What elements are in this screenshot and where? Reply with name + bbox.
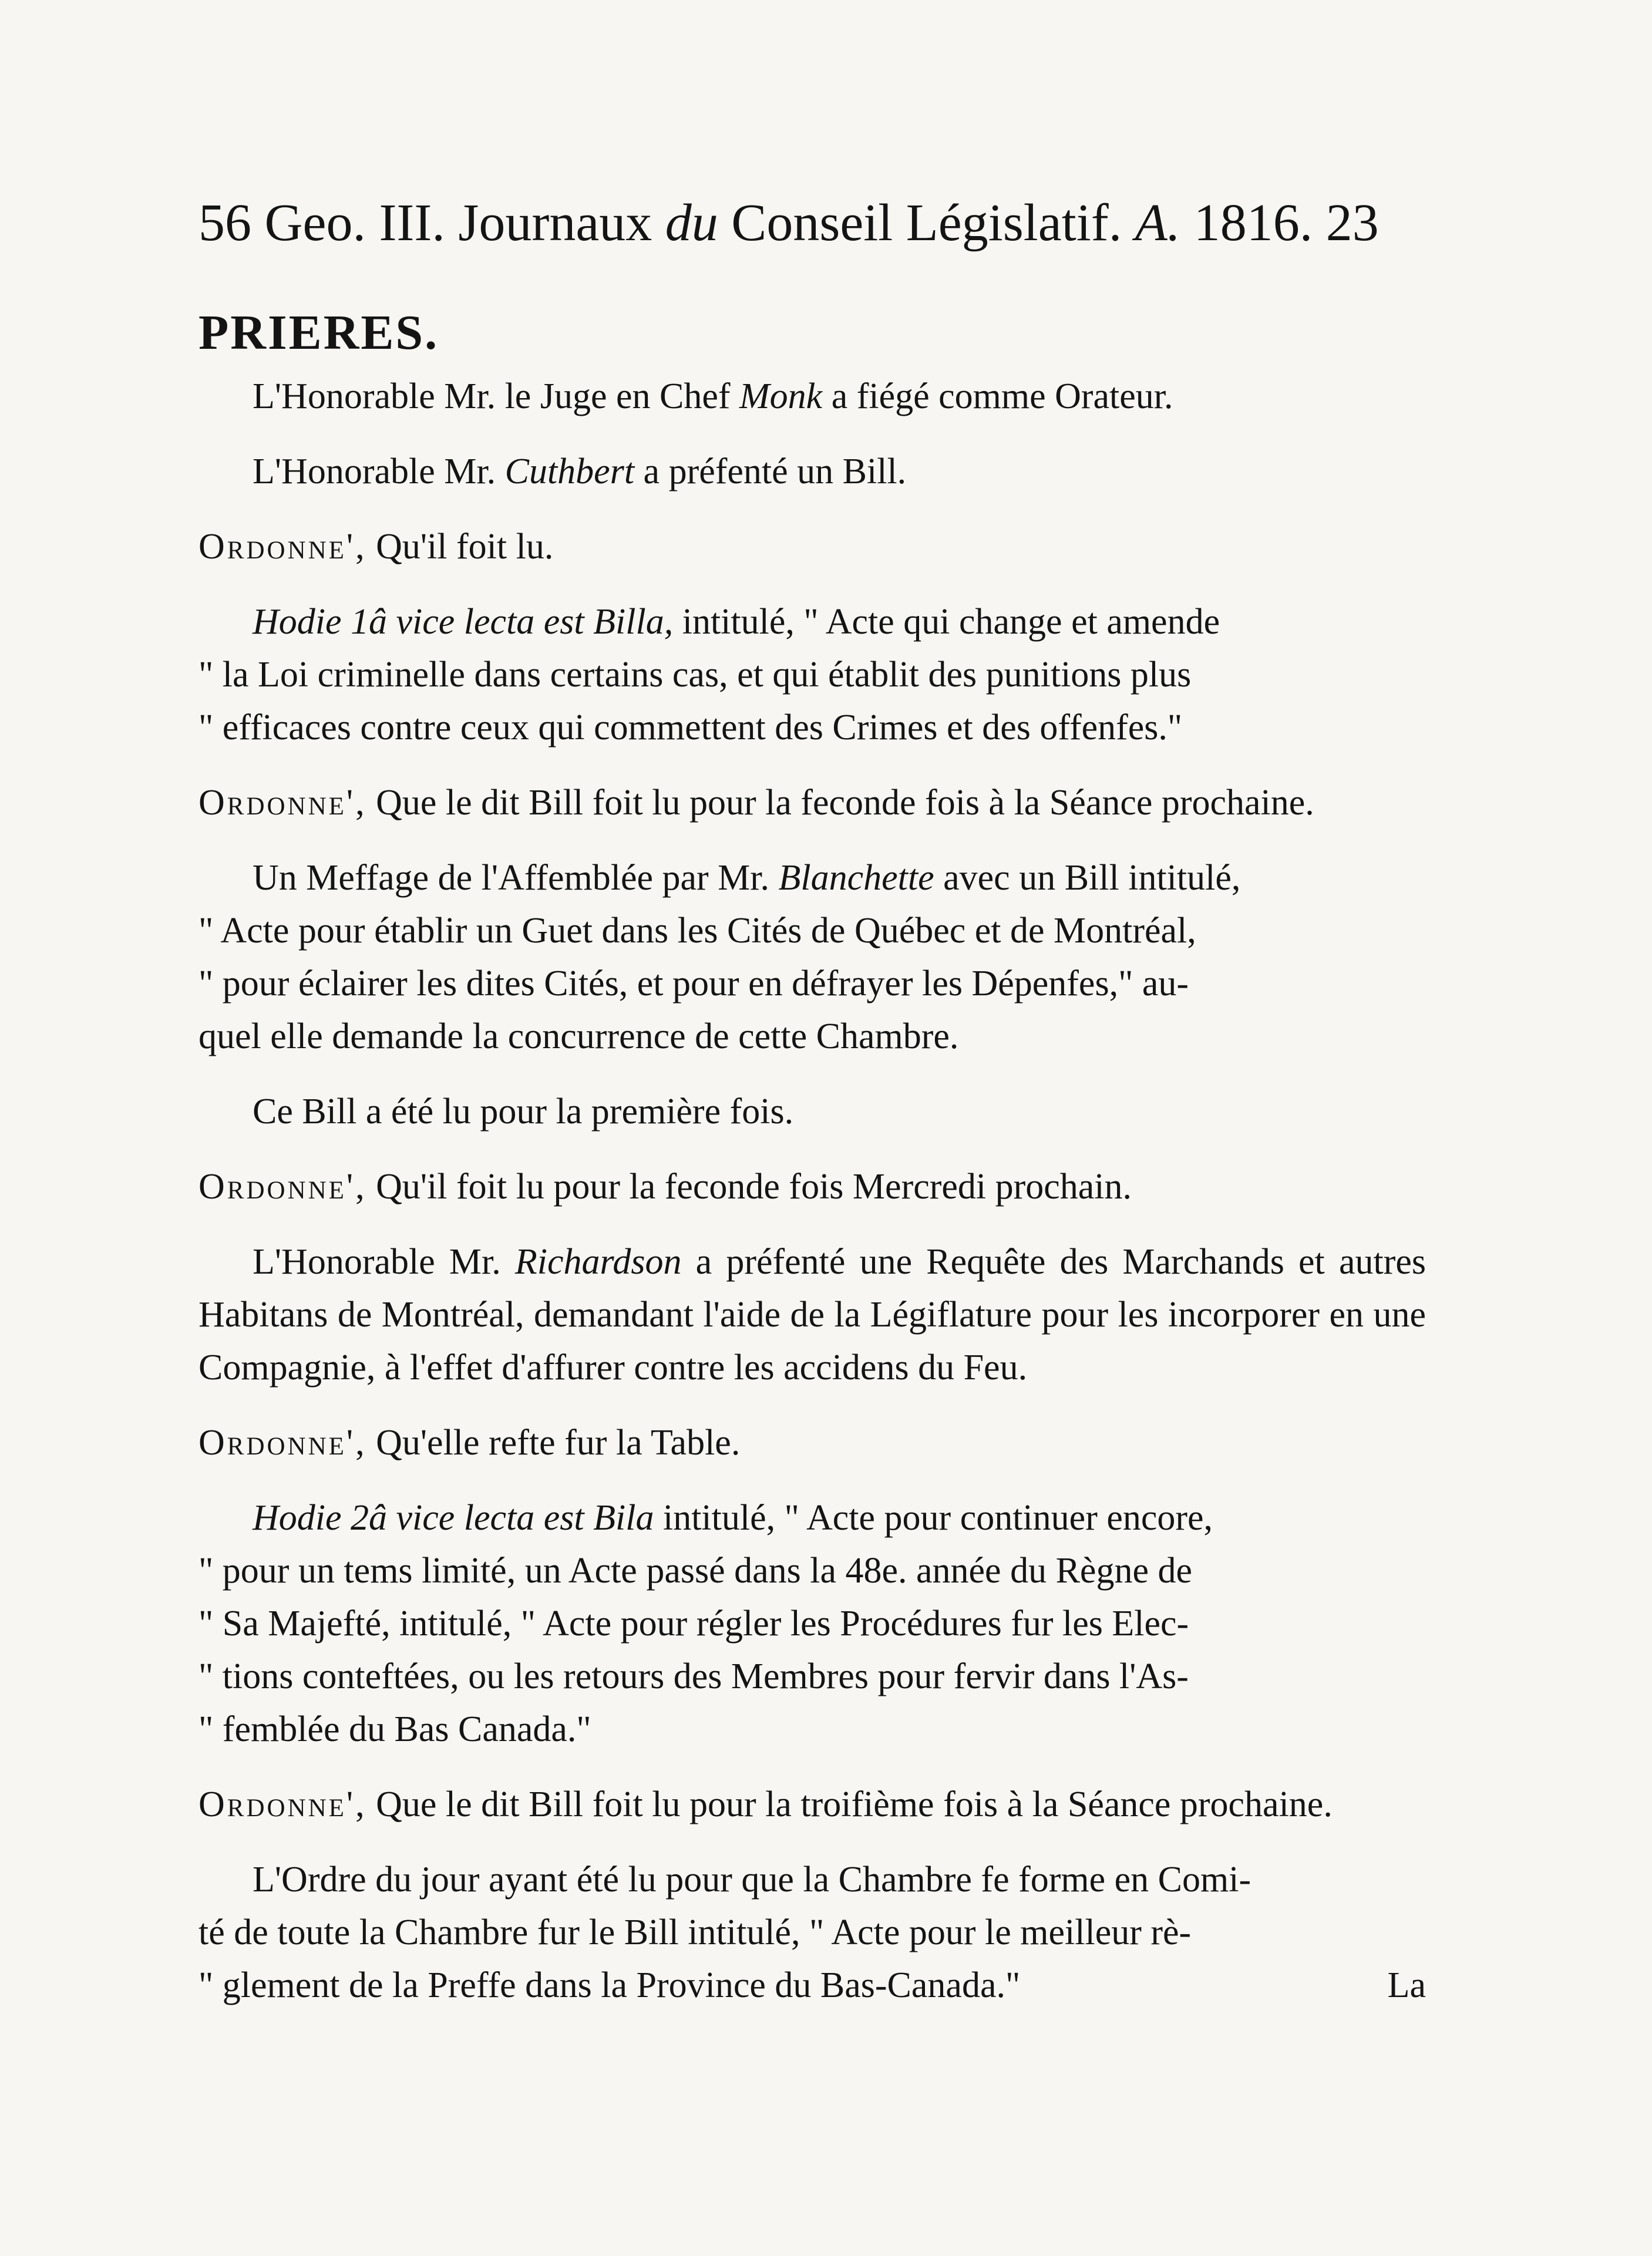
- text-span: intitulé, " Acte qui change et amende: [673, 602, 1220, 642]
- text-line: té de toute la Chambre fur le Bill intitulé, " Acte pour le meilleur rè-: [198, 1912, 1192, 1952]
- paragraph-speaker: [198, 370, 1426, 423]
- catchword: La: [1387, 1965, 1426, 2005]
- text-span: Que le dit Bill foit lu pour la feconde fois à la Séance prochaine.: [366, 783, 1314, 823]
- section-heading: PRIERES.: [198, 305, 439, 360]
- text-line: " pour un tems limité, un Acte passé dans la 48e. année du Règne de: [198, 1551, 1192, 1591]
- text-line: quel elle demande la concurrence de cette Chambre.: [198, 1016, 959, 1056]
- text-line: " Sa Majefté, intitulé, " Acte pour régler les Procédures fur les Elec-: [198, 1604, 1189, 1644]
- text-span: a fiégé comme Orateur.: [822, 376, 1173, 416]
- header-right: 1816. 23: [1193, 194, 1379, 252]
- paragraph-order-of-day: [198, 1853, 1426, 2012]
- text-span: avec un Bill intitulé,: [934, 858, 1241, 898]
- order-label: Ordonne',: [198, 1167, 367, 1207]
- paragraph-read-first: Ce Bill a été lu pour la première fois.: [253, 1092, 794, 1132]
- order-paragraph: [198, 1160, 1426, 1213]
- text-span: Un Meffage de l'Affemblée par Mr.: [253, 858, 779, 898]
- header-left: 56 Geo. III. Journaux: [198, 194, 652, 252]
- text-line: " efficaces contre ceux qui commettent des Crimes et des offenfes.": [198, 708, 1183, 747]
- text-span: Qu'il foit lu.: [366, 527, 554, 567]
- paragraph-second-reading: [198, 1491, 1426, 1756]
- journal-body: [198, 370, 1426, 2034]
- paragraph-first-reading: [198, 595, 1426, 754]
- paragraph-petition: [198, 1235, 1426, 1394]
- text-line: [198, 851, 1426, 904]
- name-cuthbert: Cuthbert: [504, 452, 635, 491]
- header-a: A.: [1135, 194, 1181, 252]
- order-paragraph: [198, 776, 1426, 829]
- paragraph-bill-presented: [198, 445, 1426, 498]
- paragraph-message: [198, 851, 1426, 1063]
- text-line: [198, 1491, 1426, 1544]
- order-label: Ordonne',: [198, 783, 367, 823]
- text-line: " Acte pour établir un Guet dans les Cités de Québec et de Montréal,: [198, 911, 1196, 951]
- text-line: " la Loi criminelle dans certains cas, et qui établit des punitions plus: [198, 655, 1192, 695]
- running-header: [198, 191, 1432, 255]
- order-paragraph: [198, 1778, 1426, 1831]
- latin-phrase: Hodie 2â vice lecta est Bila: [253, 1498, 654, 1538]
- text-span: Qu'il foit lu pour la feconde fois Mercredi prochain.: [366, 1167, 1132, 1207]
- text-line: " tions conteftées, ou les retours des Membres pour fervir dans l'As-: [198, 1656, 1189, 1696]
- latin-phrase: Hodie 1â vice lecta est Billa,: [253, 602, 674, 642]
- order-label: Ordonne',: [198, 527, 367, 567]
- order-label: Ordonne',: [198, 1784, 367, 1824]
- name-monk: Monk: [739, 376, 823, 416]
- text-span: " glement de la Preffe dans la Province du Bas-Canada.": [198, 1965, 1021, 2005]
- text-span: L'Honorable Mr.: [253, 452, 505, 491]
- text-line: [198, 1959, 1426, 2012]
- text-span: a préfenté une Requête des Marchands et autres Habitans de Montréal, demandant l'aide de la Légiflature pour les incorporer en une Compagnie, à l'effet d'affurer contre les accidens du Feu.: [198, 1242, 1426, 1388]
- name-richardson: Richardson: [514, 1242, 682, 1282]
- header-middle: Conseil Législatif.: [731, 194, 1122, 252]
- text-span: Que le dit Bill foit lu pour la troifième fois à la Séance prochaine.: [366, 1784, 1333, 1824]
- header-du: du: [665, 194, 718, 252]
- text-span: Qu'elle refte fur la Table.: [366, 1423, 741, 1463]
- text-line: " femblée du Bas Canada.": [198, 1709, 591, 1749]
- text-line: [198, 595, 1426, 648]
- order-paragraph: [198, 1416, 1426, 1469]
- text-span: L'Honorable Mr. le Juge en Chef: [253, 376, 740, 416]
- order-label: Ordonne',: [198, 1423, 367, 1463]
- text-span: L'Honorable Mr.: [253, 1242, 515, 1282]
- text-line: L'Ordre du jour ayant été lu pour que la Chambre fe forme en Comi-: [253, 1860, 1251, 1900]
- text-span: intitulé, " Acte pour continuer encore,: [654, 1498, 1213, 1538]
- text-line: " pour éclairer les dites Cités, et pour en défrayer les Dépenfes," au-: [198, 964, 1189, 1004]
- text-span: a préfenté un Bill.: [634, 452, 907, 491]
- name-blanchette: Blanchette: [778, 858, 934, 898]
- order-paragraph: [198, 520, 1426, 573]
